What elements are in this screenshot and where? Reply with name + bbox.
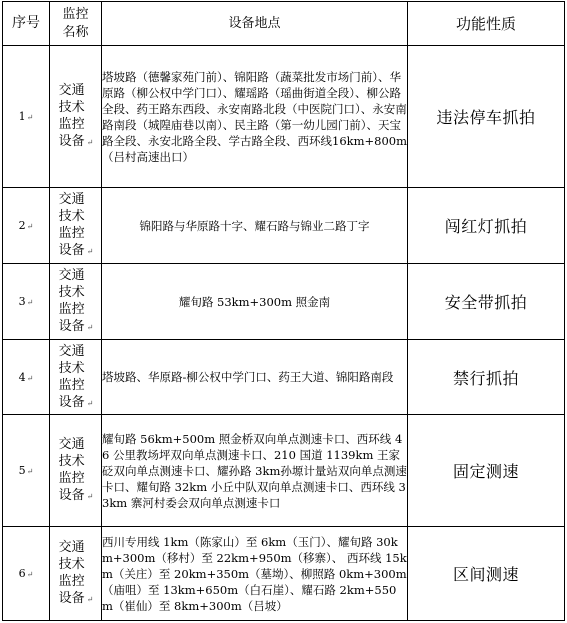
table-row	[3, 264, 565, 340]
row-function: 安全带抓拍	[408, 264, 565, 340]
row-location: 西川专用线 1km（陈家山）至 6km（玉门）、耀旬路 30km+300m（移村）至 22km+950m（移寨）、 西环线 15km（关庄）至 20km+350m（墓坳）、柳照路 0km+300m（庙咀）至 13km+650m（白石崖）、耀石路 2km+550m（崔仙）至 8km+300m（吕坡）	[102, 527, 408, 621]
row-function: 固定测速	[408, 415, 565, 527]
row-index: 6↵	[3, 527, 50, 621]
table-row	[3, 188, 565, 264]
row-index: 1↵	[3, 46, 50, 188]
row-function: 闯红灯抓拍	[408, 188, 565, 264]
row-function: 区间测速	[408, 527, 565, 621]
table-row	[3, 46, 565, 188]
row-type: 交通技术监控设备 ↵	[50, 46, 102, 188]
row-type: 交通技术监控设备 ↵	[50, 340, 102, 415]
header-function: 功能性质	[408, 2, 565, 46]
row-location: 锦阳路与华原路十字、耀石路与锦业二路丁字	[102, 188, 408, 264]
row-index: 3↵	[3, 264, 50, 340]
row-type: 交通技术监控设备 ↵	[50, 264, 102, 340]
row-location: 塔坡路（德馨家苑门前）、锦阳路（蔬菜批发市场门前）、华原路（柳公权中学门口）、耀瑶路（瑶曲街道全段）、柳公路全段、药王路东西段、永安南路北段（中医院门口）、永安南路南段（城隍庙巷以南）、民主路（第一幼儿园门前）、天宝路全段、永安北路全段、学古路全段、西环线16km+800m （吕村高速出口）	[102, 46, 408, 188]
row-index: 5↵	[3, 415, 50, 527]
header-row	[3, 2, 565, 46]
row-location: 耀旬路 53km+300m 照金南	[102, 264, 408, 340]
table-row	[3, 527, 565, 621]
row-type: 交通技术监控设备 ↵	[50, 188, 102, 264]
row-function: 违法停车抓拍	[408, 46, 565, 188]
row-location: 耀旬路 56km+500m 照金桥双向单点测速卡口、西环线 46 公里教场坪双向单点测速卡口、210 国道 1139km 王家砭双向单点测速卡口、耀孙路 3km孙塬计量站双向单点测速卡口、耀旬路 32km 小丘中队双向单点测速卡口、西环线 33km 寨河村委会双向单点测速卡口	[102, 415, 408, 527]
table-row	[3, 415, 565, 527]
header-type: 监控名称	[50, 2, 102, 46]
row-type: 交通技术监控设备 ↵	[50, 527, 102, 621]
header-location: 设备地点	[102, 2, 408, 46]
table-row	[3, 340, 565, 415]
row-index: 4↵	[3, 340, 50, 415]
monitoring-equipment-table	[2, 1, 565, 621]
row-function: 禁行抓拍	[408, 340, 565, 415]
row-location: 塔坡路、华原路-柳公权中学门口、药王大道、锦阳路南段	[102, 340, 408, 415]
header-index: 序号	[3, 2, 50, 46]
row-type: 交通技术监控设备 ↵	[50, 415, 102, 527]
row-index: 2↵	[3, 188, 50, 264]
